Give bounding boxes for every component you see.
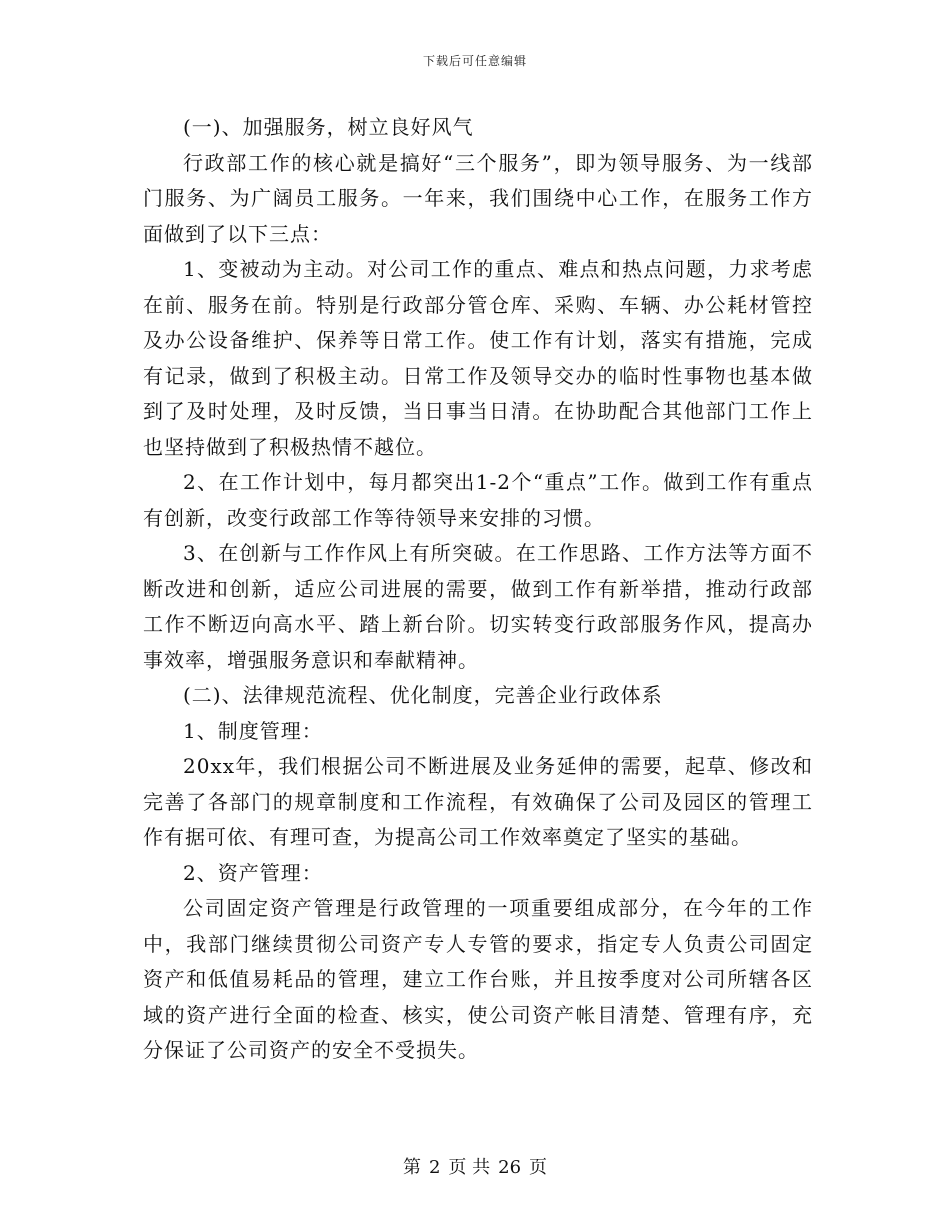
page-middle: 页 共 xyxy=(448,1157,491,1178)
section-heading-1: (一)、加强服务，树立良好风气 xyxy=(183,115,474,139)
total-pages-number: 26 xyxy=(498,1157,522,1178)
subsection-heading: 2、资产管理： xyxy=(183,860,323,885)
body-paragraph: 公司固定资产管理是行政管理的一项重要组成部分，在今年的工作中，我部门继续贯彻公司资产专人专管的要求，指定专人负责公司固定资产和低值易耗品的管理，建立工作台账，并且按季度对公司所辖各区域的资产进行全面的检查、核实，使公司资产帐目清楚、管理有序，充分保证了公司资产的安全不受损失。 xyxy=(143,896,813,1062)
body-paragraph: 行政部工作的核心就是搞好“三个服务”，即为领导服务、为一线部门服务、为广阔员工服务。一年来，我们围绕中心工作，在服务工作方面做到了以下三点： xyxy=(143,150,813,246)
body-paragraph: 20xx年，我们根据公司不断进展及业务延伸的需要，起草、修改和完善了各部门的规章制度和工作流程，有效确保了公司及园区的管理工作有据可依、有理可查，为提高公司工作效率奠定了坚实的基础。 xyxy=(143,754,813,849)
body-paragraph: 2、在工作计划中，每月都突出1-2个“重点”工作。做到工作有重点有创新，改变行政部工作等待领导来安排的习惯。 xyxy=(143,470,813,530)
section-heading-2: (二)、法律规范流程、优化制度，完善企业行政体系 xyxy=(183,683,663,707)
subsection-heading: 1、制度管理： xyxy=(183,718,323,743)
current-page-number: 2 xyxy=(428,1157,441,1178)
document-body xyxy=(143,110,813,1069)
page-prefix: 第 xyxy=(402,1157,421,1178)
body-paragraph: 3、在创新与工作作风上有所突破。在工作思路、工作方法等方面不断改进和创新，适应公司进展的需要，做到工作有新举措，推动行政部工作不断迈向高水平、踏上新台阶。切实转变行政部服务作风，提高办事效率，增强服务意识和奉献精神。 xyxy=(143,541,813,672)
page-number-footer xyxy=(0,1153,950,1179)
body-paragraph: 1、变被动为主动。对公司工作的重点、难点和热点问题，力求考虑在前、服务在前。特别是行政部分管仓库、采购、车辆、办公耗材管控及办公设备维护、保养等日常工作。使工作有计划，落实有措施，完成有记录，做到了积极主动。日常工作及领导交办的临时性事物也基本做到了及时处理，及时反馈，当日事当日清。在协助配合其他部门工作上也坚持做到了积极热情不越位。 xyxy=(143,257,813,459)
page-suffix: 页 xyxy=(529,1157,548,1178)
header-note: 下载后可任意编辑 xyxy=(422,54,527,68)
